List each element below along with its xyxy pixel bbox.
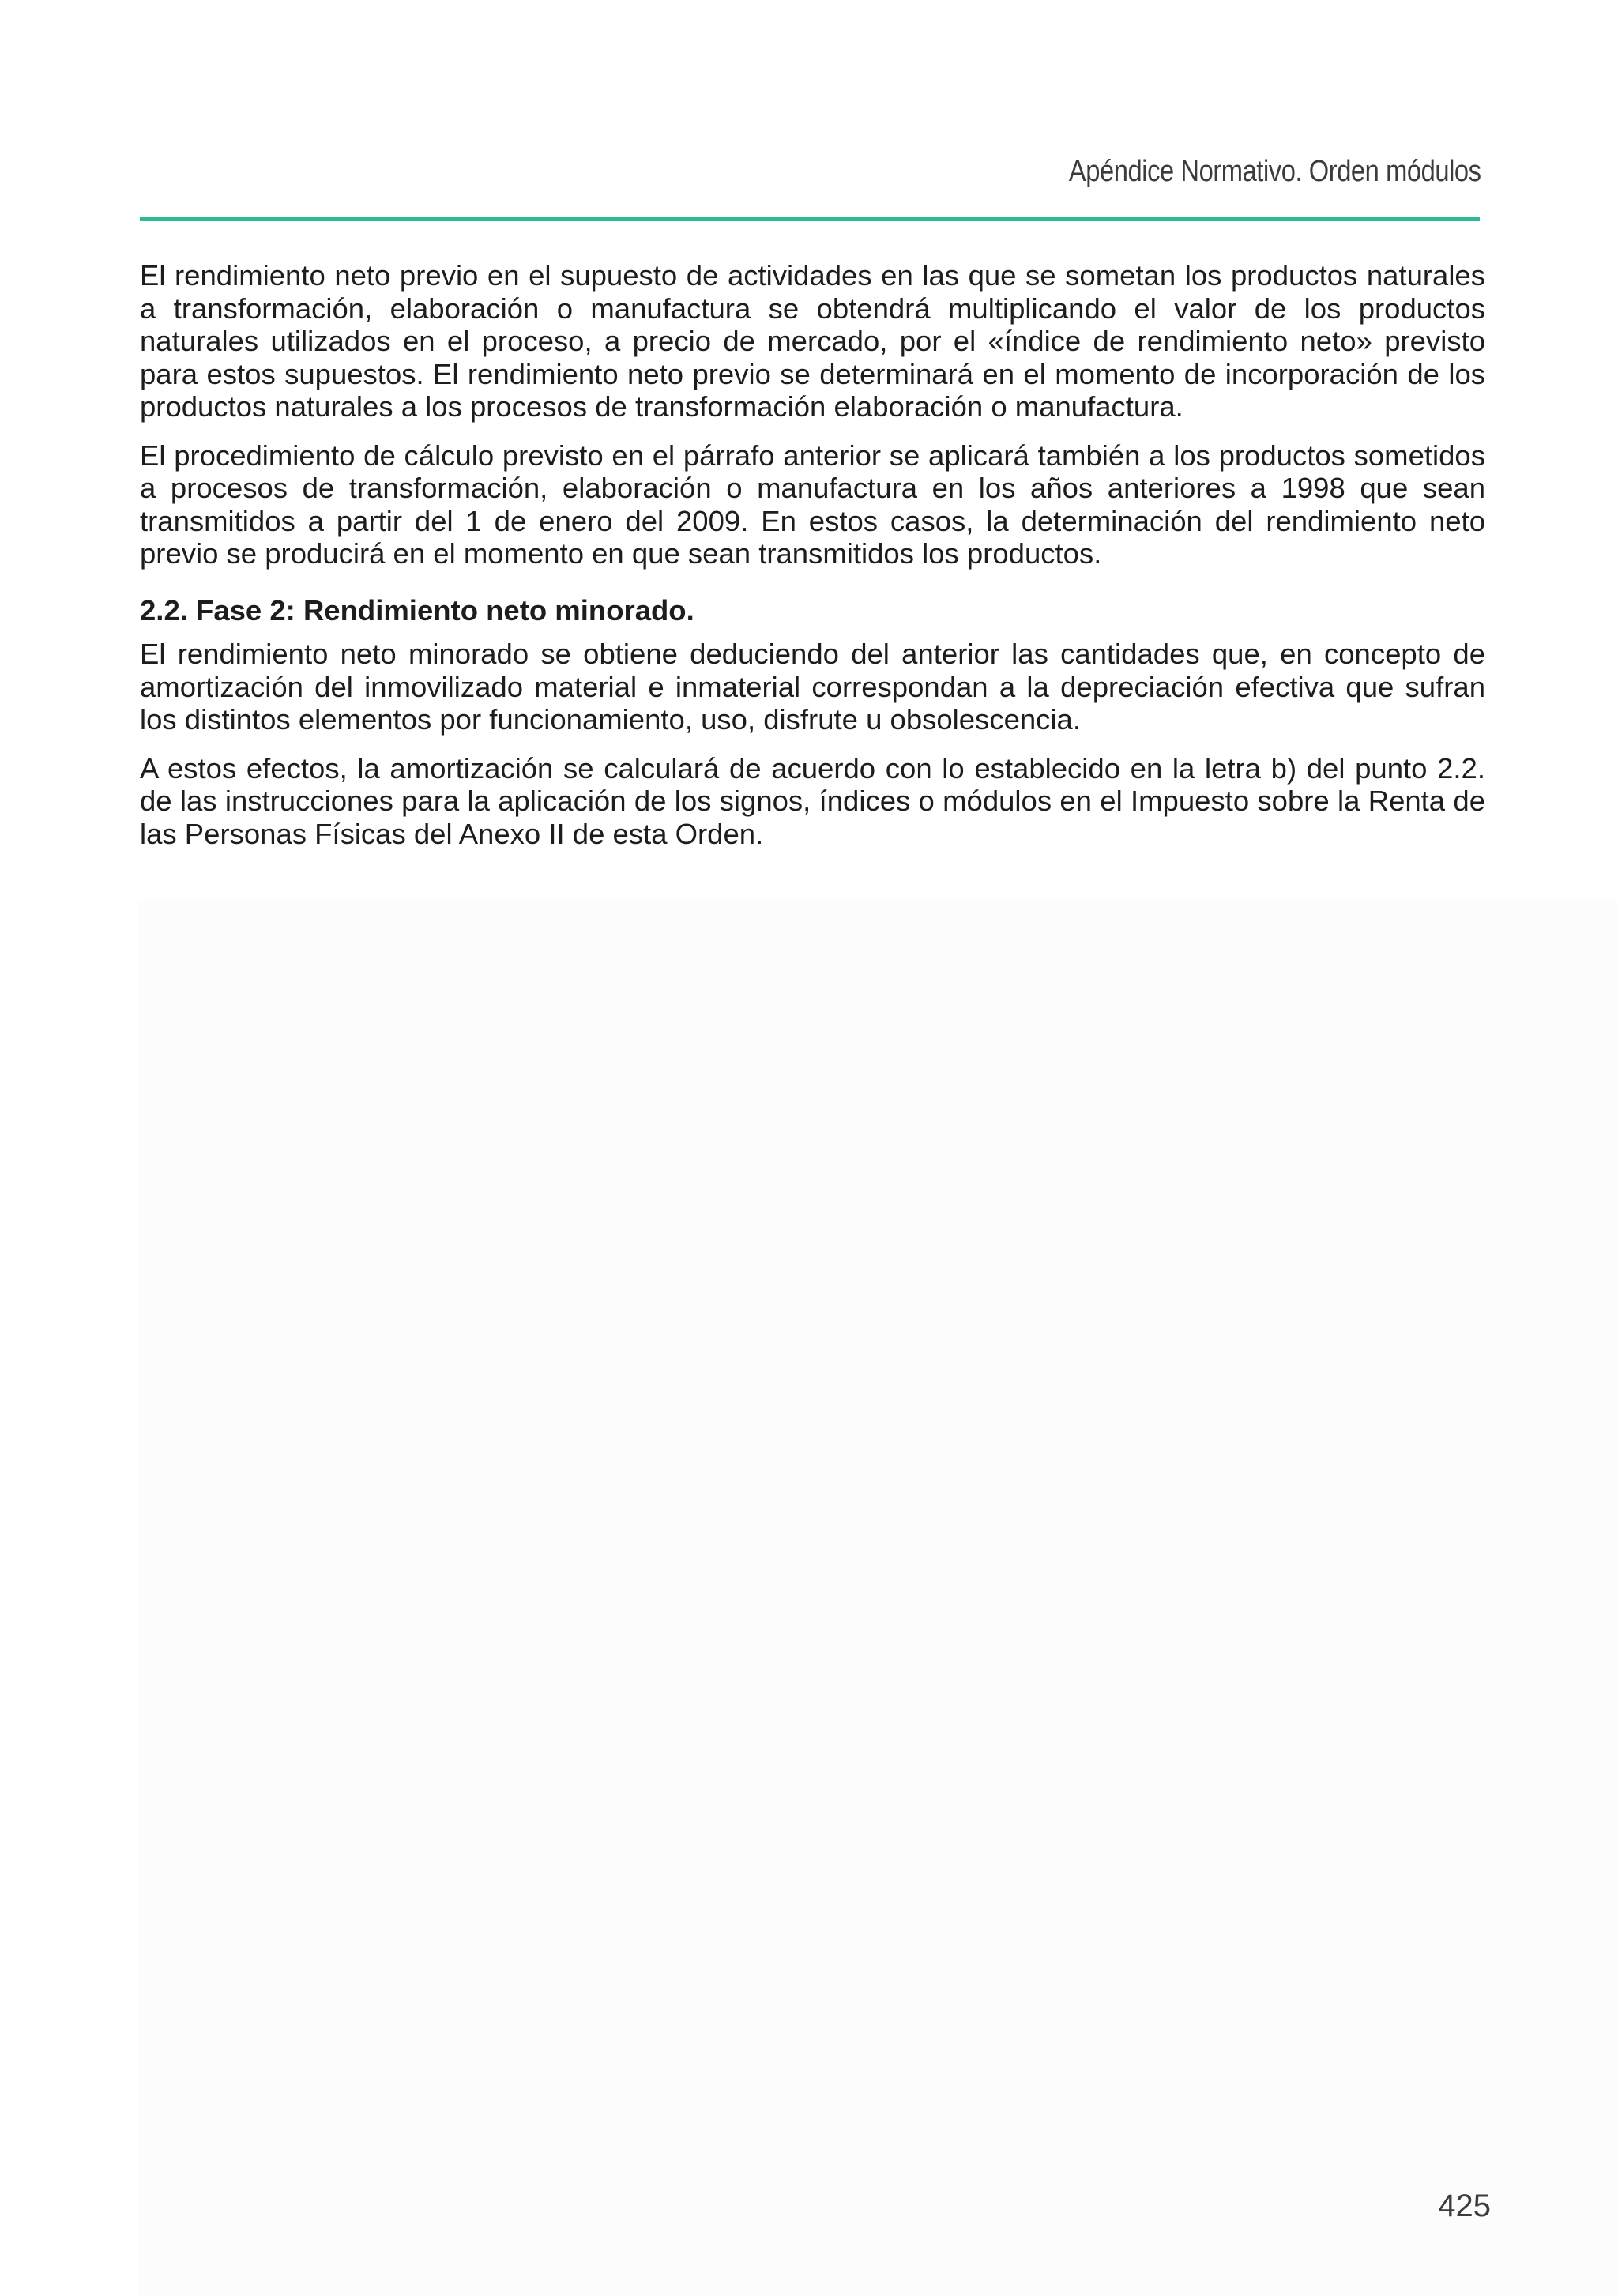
page-background-shade [138,901,1618,2296]
body-text [140,259,1485,866]
page-number: 425 [1438,2189,1491,2223]
paragraph-rendimiento-neto-previo: El rendimiento neto previo en el supuesto de actividades en las que se sometan los productos naturales a transformación, elaboración o manufactura se obtendrá multiplicando el valor de los productos naturales utilizados en el proceso, a precio de mercado, por el «índice de rendimiento neto» previsto para estos supuestos. El rendimiento neto previo se determinará en el momento de incorporación de los productos naturales a los procesos de transformación elaboración o manufactura. [140,259,1485,423]
paragraph-amortizacion: A estos efectos, la amortización se calculará de acuerdo con lo establecido en la letra b) del punto 2.2. de las instrucciones para la aplicación de los signos, índices o módulos en el Impuesto sobre la Renta de las Personas Físicas del Anexo II de esta Orden. [140,751,1485,850]
section-heading-fase-2: 2.2. Fase 2: Rendimiento neto minorado. [140,593,694,627]
paragraph-procedimiento-calculo: El procedimiento de cálculo previsto en el párrafo anterior se aplicará también a los productos sometidos a procesos de transformación, elaboración o manufactura en los años anteriores a 1998 que sean transmitidos a partir del 1 de enero del 2009. En estos casos, la determinación del rendimiento neto previo se producirá en el momento en que sean transmitidos los productos. [140,438,1485,570]
paragraph-rendimiento-neto-minorado: El rendimiento neto minorado se obtiene deduciendo del anterior las cantidades que, en concepto de amortización del inmovilizado material e inmaterial correspondan a la depreciación efectiva que sufran los distintos elementos por funcionamiento, uso, disfrute u obsolescencia. [140,638,1485,736]
header-divider [140,217,1480,221]
running-header-title: Apéndice Normativo. Orden módulos [1069,155,1481,188]
